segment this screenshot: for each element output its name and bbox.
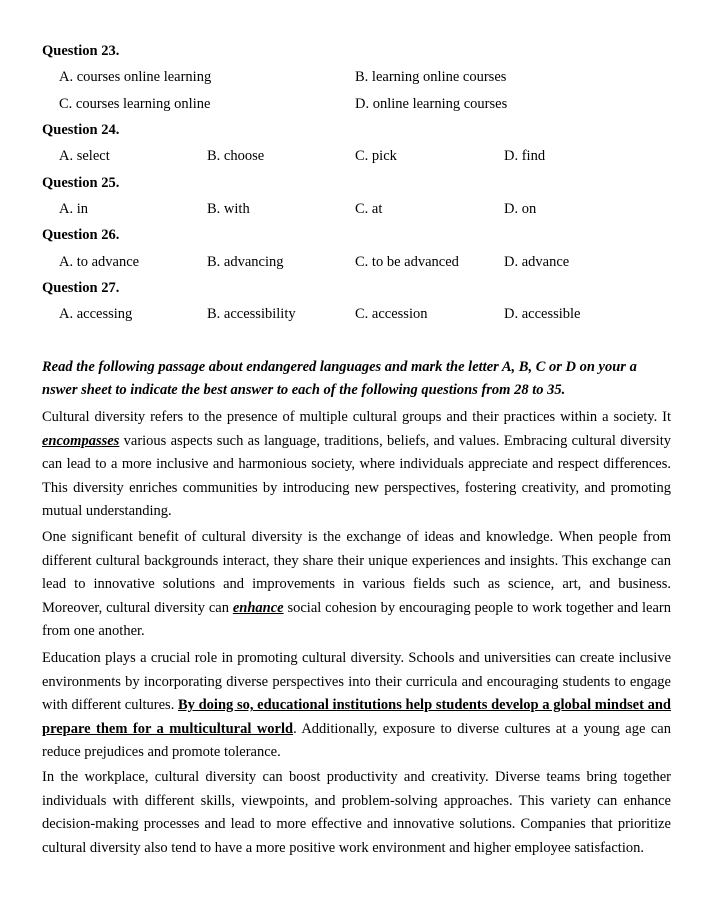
question-23-option-b: B. learning online courses <box>355 69 507 85</box>
passage-paragraph-4 <box>42 766 671 860</box>
paragraph-4-text: In the workplace, cultural diversity can boost productivity and creativity. Diverse teams bring together individuals with different skills, viewpoints, and problem-solving approaches. This variety can enhance decision-making processes and lead to more effective and innovative solutions. Companies that prioritize cultural diversity also tend to have a more positive work environment and higher employee satisfaction. <box>42 769 671 856</box>
question-26-option-a: A. to advance <box>59 254 140 270</box>
question-27-option-c: C. accession <box>355 306 428 322</box>
paragraph-1-text-start: Cultural diversity refers to the presence of multiple cultural groups and their practices within a society. It <box>42 409 671 425</box>
instruction-line-2: nswer sheet to indicate the best answer to each of the following questions from 28 to 35. <box>42 382 566 398</box>
passage-paragraph-2 <box>42 526 671 644</box>
question-26-option-c: C. to be advanced <box>355 254 459 270</box>
question-26-option-d: D. advance <box>504 254 570 270</box>
question-24-option-a: A. select <box>59 148 110 164</box>
question-23-option-d: D. online learning courses <box>355 96 508 112</box>
question-25-title: Question 25. <box>42 175 120 191</box>
question-25-option-d: D. on <box>504 201 537 217</box>
question-25-option-c: C. at <box>355 201 383 217</box>
paragraph-1-text-end: various aspects such as language, traditions, beliefs, and values. Embracing cultural diversity can lead to a more inclusive and harmonious society, where individuals appreciate and respect differences. This diversity enriches communities by introducing new perspectives, fostering creativity, and promoting mutual understanding. <box>42 432 671 519</box>
emphasized-word-enhance: enhance <box>232 599 284 616</box>
paragraph-3-text-start: Education plays a crucial role in promoting cultural diversity. Schools and universities can create inclusive environments by incorporating diverse perspectives into their curricula and encouraging students to engage with different cultures. <box>42 650 671 713</box>
question-23-option-a: A. courses online learning <box>59 69 212 85</box>
emphasized-word-encompasses: encompasses <box>42 432 120 449</box>
passage-paragraph-3 <box>42 647 671 765</box>
question-27-option-d: D. accessible <box>504 306 581 322</box>
passage-instruction <box>42 356 672 402</box>
passage-paragraph-1 <box>42 406 671 524</box>
paragraph-3-text-end: . Additionally, exposure to diverse cultures at a young age can reduce prejudices and promote tolerance. <box>42 720 671 760</box>
question-27-option-b: B. accessibility <box>207 306 296 322</box>
question-24-option-b: B. choose <box>207 148 265 164</box>
instruction-line-1: Read the following passage about endangered languages and mark the letter A, B, C or D on your a <box>42 359 637 375</box>
question-27-option-a: A. accessing <box>59 306 133 322</box>
question-27-title: Question 27. <box>42 280 120 296</box>
question-26-option-b: B. advancing <box>207 254 284 270</box>
question-24-title: Question 24. <box>42 122 120 138</box>
question-25-option-a: A. in <box>59 201 88 217</box>
question-26-title: Question 26. <box>42 227 120 243</box>
question-23-title: Question 23. <box>42 43 120 59</box>
paragraph-2-text-end: social cohesion by encouraging people to work together and learn from one another. <box>42 599 671 639</box>
paragraph-2-text-start: One significant benefit of cultural diversity is the exchange of ideas and knowledge. When people from different cultural backgrounds interact, they share their unique experiences and insights. This exchange can lead to innovative solutions and improvements in various fields such as science, art, and business. Moreover, cultural diversity can <box>42 529 671 616</box>
question-23-option-c: C. courses learning online <box>59 96 211 112</box>
question-24-option-d: D. find <box>504 148 546 164</box>
underlined-sentence: By doing so, educational institutions help students develop a global mindset and prepare them for a multicultural world <box>42 697 671 737</box>
question-24-option-c: C. pick <box>355 148 397 164</box>
question-25-option-b: B. with <box>207 201 250 217</box>
